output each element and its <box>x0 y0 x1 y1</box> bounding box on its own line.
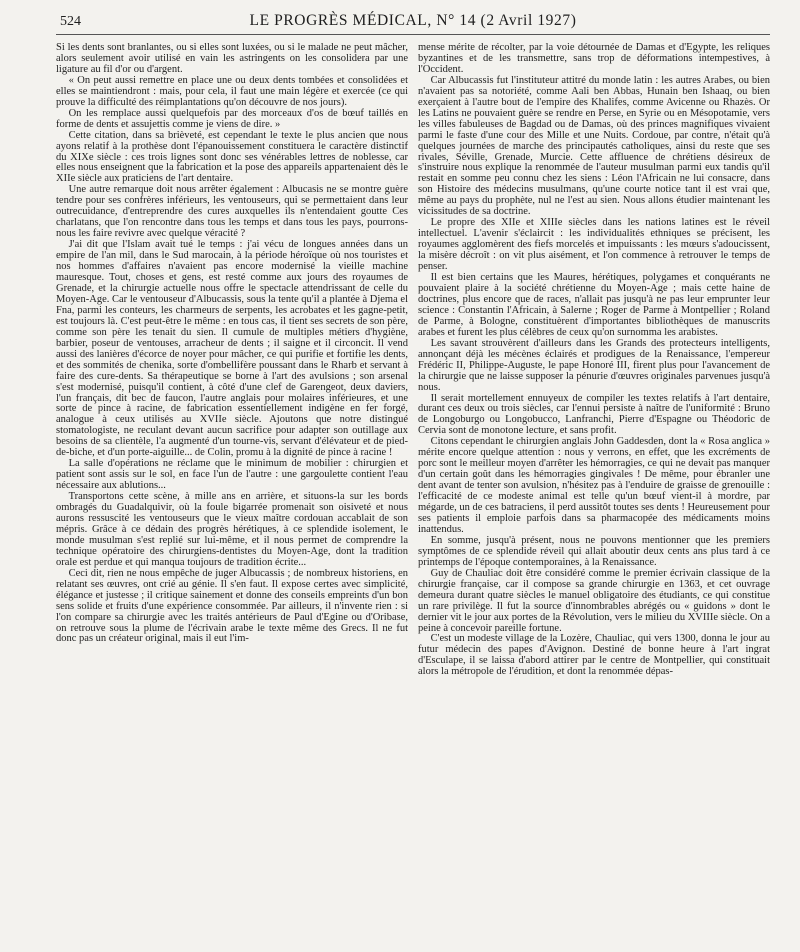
paragraph: Car Albucassis fut l'instituteur attitré du monde latin : les autres Arabes, ou bien n'avaient pas sa notoriété, comme Aali ben Abbas, Hunain ben Ishaaq, ou bien exerçaient à l'autre bout de l'empire des Khalifes, comme Avicenne ou Rhazès. Or les Latins ne pouvaient guère se rendre en Perse, en Syrie ou en Mésopotamie, vers les villes fabuleuses de Bagdad ou de Damas, où des princes magnifiques vivaient parmi le faste d'une cour des Mille et une Nuits. Cordoue, par contre, n'était qu'à quelques journées de marche des principautés catholiques, ainsi du reste que ses rivales, Séville, Grenade, Murcie. Cette affluence de chrétiens désireux de s'instruire nous explique la renommée de l'auteur musulman parmi eux tandis qu'il restait en somme peu connu chez les siens : Léon l'Africain ne lui consacre, dans son Histoire des médecins musulmans, qu'une courte notice tant il est vrai que, même au pays du prophète, nul ne l'est au sien. Nous allons étudier maintenant les vicissitudes de sa doctrine. <box>418 74 770 218</box>
paragraph: J'ai dit que l'Islam avait tué le temps : j'ai vécu de longues années dans un empire de l'an mil, dans le Sud marocain, à la période héroïque où nos touristes et nos hommes d'affaires n'avaient pas encore modernisé la vieille machine mauresque. Tout, choses et gens, est resté comme aux jours des royaumes de Grenade, et la chirurgie actuelle nous offre le spectacle attendrissant de celle du Moyen-Age. Car le ventouseur d'Albucassis, sous la tente qu'il a plantée à Djema el Fna, parmi les conteurs, les charmeurs de serpents, les acrobates et les gagne-petit, est toujours là. C'est peut-être le même : en tous cas, il tient ses secrets de son père, comme son père les tenait du sien. Il cumule de multiples métiers d'hygiène, barbier, poseur de ventouses, arracheur de dents ; il saigne et il circoncit. Il vend aussi des lanières d'écorce de noyer pour mâcher, ce qui purifie et fortifie les dents, et des sommités de chenika, sorte d'ombellifère poussant dans le Rharb et servant à faire des cure-dents. Sa thérapeutique se borne à l'art des avulsions ; son arsenal s'est modernisé, puisqu'il contient, à côté d'une clef de Garengeot, deux daviers, l'un français, dit bec de faucon, l'autre anglais pour molaires inférieures, et une sorte de pince à racine, de fabrication essentiellement indigène en fer forgé, analogue à ceux utilisés au XVIIe siècle. Ajoutons que notre distingué stomatologiste, ne reculant devant aucun sacrifice pour adapter son outillage aux besoins de sa clientèle, l'a augmenté d'un tourne-vis, servant d'élévateur et de pied-de-biche, et d'un porte-aiguille... de Colin, promu à la dignité de pince à racine ! <box>56 239 408 459</box>
paragraph: Il serait mortellement ennuyeux de compiler les textes relatifs à l'art dentaire, durant ces deux ou trois siècles, car l'ennui persiste à naître de l'uniformité : Bruno de Longoburgo ou Longobucco, Lanfranchi, Pierre d'Espagne ou Théodoric de Cervia sont de monotone lecture, et sans profit. <box>418 392 770 437</box>
paragraph: En somme, jusqu'à présent, nous ne pouvons mentionner que les premiers symptômes de ce splendide réveil qui allait aboutir deux cents ans plus tard à ce printemps de l'époque contemporaines, à la Renaissance. <box>418 534 770 568</box>
text-columns <box>56 43 770 678</box>
paragraph: Transportons cette scène, à mille ans en arrière, et situons-la sur les bords ombragés du Guadalquivir, où la foule bigarrée promenait son oisiveté et nous aurons ressuscité les ventouseurs que le vieux maître cordouan accablait de son mépris. Grâce à ce dédain des progrès hérétiques, à ce splendide isolement, le monde musulman s'est replié sur lui-même, et il nous permet de comprendre la technique opératoire des chirurgiens-dentistes du Moyen-Age, dont la tradition orale est perdue et qui manqua toujours de tradition écrite... <box>56 491 408 568</box>
running-title: LE PROGRÈS MÉDICAL, N° 14 (2 Avril 1927) <box>249 12 577 29</box>
paragraph: mense mérite de récolter, par la voie détournée de Damas et d'Egypte, les reliques byzantines et de les transmettre, sans trop de déformations intempestives, à l'Occident. <box>418 42 770 75</box>
paragraph: Il est bien certains que les Maures, hérétiques, polygames et conquérants ne pouvaient plaire à la société chrétienne du Moyen-Age ; mais cette haine de doctrines, plus encore que de races, n'allait pas jusqu'à ne pas leur emprunter leur science : Constantin l'Africain, à Salerne ; Roger de Parme à Montpellier ; Roland de Parme, à Bologne, constituèrent d'importantes bibliothèques de manuscrits arabes et furent les plus célèbres de ceux qu'on surnomma les arabistes. <box>418 272 770 338</box>
paragraph: C'est un modeste village de la Lozère, Chauliac, qui vers 1300, donna le jour au futur médecin des papes d'Avignon. Destiné de bonne heure à l'art ingrat d'Esculape, il se laissa d'abord attirer par le centre de Montpellier, qui constituait alors la métropole de l'érudition, et dont la renommée dépas- <box>418 633 770 678</box>
page-number: 524 <box>60 14 81 29</box>
paragraph: La salle d'opérations ne réclame que le minimum de mobilier : chirurgien et patient sont assis sur le sol, en face l'un de l'autre : une gargoulette contient l'eau nécessaire aux ablutions... <box>56 458 408 492</box>
right-column <box>418 43 770 678</box>
paragraph: « On peut aussi remettre en place une ou deux dents tombées et consolidées et elles se maintiendront : mais, pour cela, il faut une main légère et exercée (ce qui prouve la difficulté des réimplantations qu'on découvre de nos jours). <box>56 74 408 108</box>
paragraph: Cette citation, dans sa brièveté, est cependant le texte le plus ancien que nous ayons relatif à la prothèse dont l'épanouissement constituera le caractère distinctif du XIXe siècle : ces trois lignes sont donc ses vénérables lettres de noblesse, car elles nous enseignent que la fabrication et la pose des appareils appartenaient dès le XIIe siècle aux praticiens de l'art dentaire. <box>56 129 408 185</box>
paragraph: Citons cependant le chirurgien anglais John Gaddesden, dont la « Rosa anglica » mérite encore quelque attention : nous y verrons, en effet, que les excréments de porc sont le meilleur moyen d'arrêter les hémorragies, ce qui ne devait pas manquer d'un certain goût dans les hémorragies gingivales ! De même, pour ébranler une dent avant de tenter son avulsion, n'hésitez pas à l'enduire de graisse de grenouille : l'efficacité de ce modeste animal est telle qu'un bœuf vient-il à mordre, par mégarde, un de ces batraciens, il perd aussitôt toutes ses dents ! Heureusement pour ses patients il emploie parfois dans sa pharmacopée des médicaments moins inattendus. <box>418 436 770 535</box>
paragraph: Si les dents sont branlantes, ou si elles sont luxées, ou si le malade ne peut mâcher, alors seulement avoir utilisé en vain les astringents on les consolidera par une ligature au fil d'or ou d'argent. <box>56 42 408 75</box>
paragraph: On les remplace aussi quelquefois par des morceaux d'os de bœuf taillés en forme de dents et assujettis comme je viens de dire. » <box>56 107 408 130</box>
left-column <box>56 43 408 678</box>
paragraph: Guy de Chauliac doit être considéré comme le premier écrivain classique de la chirurgie française, car il compose sa grande chirurgie en 1363, et cet ouvrage demeura durant quatre siècles le manuel obligatoire des étudiants, ce qui constitue un rare privilège. Il fut la source d'innombrables abrégés ou « guidons » dont le dernier vit le jour aux portes de la Révolution, vers le milieu du XVIIIe siècle. On a peine à concevoir pareille fortune. <box>418 567 770 634</box>
paragraph: Ceci dit, rien ne nous empêche de juger Albucassis ; de nombreux historiens, en relatant ses œuvres, ont crié au génie. Il s'en faut. Il expose certes avec simplicité, élégance et justesse ; il critique sainement et donne des conseils empreints d'un bon sens solide et fruits d'une expérience consommée. Par ailleurs, il n'invente rien : si l'on compare sa chirurgie avec les traités antérieurs de Paul d'Egine ou d'Oribase, on retrouve sous la plume de l'écrivain arabe le texte même des Grecs. Il ne fut donc pas un créateur original, mais il eut l'im- <box>56 567 408 645</box>
paragraph: Le propre des XIIe et XIIIe siècles dans les nations latines est le réveil intellectuel. L'avenir s'éclaircit : les individualités ethniques se précisent, les royaumes agglomèrent des fiefs morcelés et impuissants : les mœurs s'adoucissent, la misère décroît : on vit plus aisément, et l'on commence à retrouver le temps de penser. <box>418 217 770 273</box>
page-header <box>56 12 770 35</box>
paragraph: Les savant strouvèrent d'ailleurs dans les Grands des protecteurs intelligents, annonçant déjà les mécènes éclairés et prodigues de la Renaissance, l'empereur Frédéric II, Philippe-Auguste, le pape Honoré III, firent plus pour l'avancement de la chirurgie que ne laisse supposer la pénurie d'œuvres originales parvenues jusqu'à nous. <box>418 337 770 393</box>
paragraph: Une autre remarque doit nous arrêter également : Albucasis ne se montre guère tendre pour ses confrères inférieurs, les ventouseurs, qui se permettaient dans leur outrecuidance, d'entreprendre des cures auxquelles ils n'entendaient goutte Ces charlatans, que l'on rencontre dans tous les temps et dans tous les pays, pourrons-nous les faire revivre avec quelque véracité ? <box>56 184 408 240</box>
